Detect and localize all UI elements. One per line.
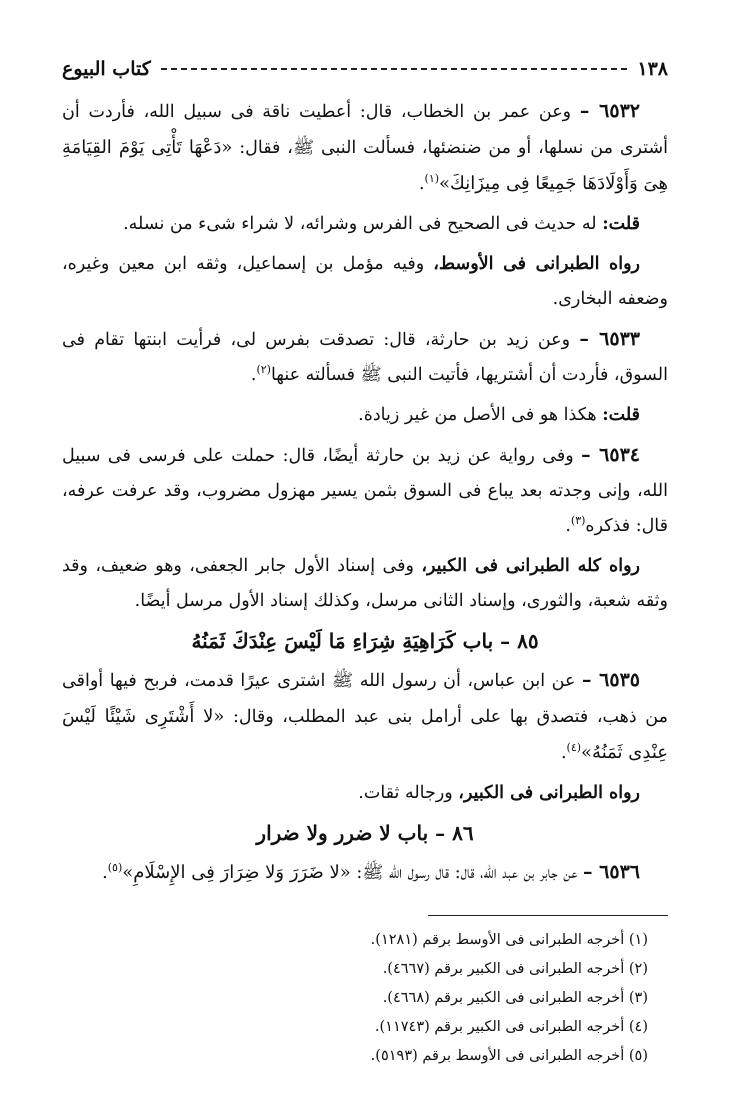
footnote-4: (٤) أخرجه الطبرانى فى الكبير برقم (١١٧٤٣). [374, 1019, 648, 1035]
footnote-ref: (٣) [570, 514, 586, 528]
footnote-ref: (٤) [566, 741, 582, 755]
note-lead: قلت: [602, 214, 640, 234]
hadith-number: ٦٥٣٤ – [581, 444, 640, 466]
takhrij-6535 [62, 776, 668, 811]
takhrij-text: وفيه مؤمل بن إسماعيل، وثقه ابن معين وغيره، وضعفه البخارى. [62, 254, 668, 309]
hadith-quote: «دَعْهَا تَأْتِى يَوْمَ القِيَامَةِ هِىَ وَأَوْلَادَهَا جَمِيعًا فِى مِيزَانِكَ» [62, 137, 668, 194]
footnote-ref: (٢) [256, 363, 271, 377]
footnote-3: (٣) أخرجه الطبرانى فى الكبير برقم (٤٦٦٨). [382, 990, 648, 1006]
takhrij-lead: رواه الطبرانى فى الأوسط، [433, 254, 640, 274]
sentence-end: . [250, 365, 257, 385]
hadith-6535 [62, 663, 668, 771]
hadith-6536 [62, 855, 668, 891]
footnotes [62, 926, 668, 1071]
footnote-5: (٥) أخرجه الطبرانى فى الأوسط برقم (٥١٩٣). [370, 1048, 648, 1064]
footnote-2: (٢) أخرجه الطبرانى فى الكبير برقم (٤٦٦٧). [382, 961, 648, 977]
hadith-6533 [62, 322, 668, 393]
takhrij-6532 [62, 247, 668, 317]
page-number: ١٣٨ [637, 58, 668, 80]
note-lead: قلت: [602, 405, 640, 425]
sentence-end: . [560, 743, 567, 763]
takhrij-text: ورجاله ثقات. [358, 783, 453, 803]
takhrij-text: وفى إسناد الأول جابر الجعفى، وهو ضعيف، وقد وثقه شعبة، والثورى، وإسناد الثانى مرسل، وكذلك إسناد الأول مرسل أيضًا. [62, 556, 668, 611]
hadith-number: ٦٥٣٣ – [579, 328, 640, 350]
hadith-number: ٦٥٣٥ – [582, 669, 640, 691]
hadith-6534 [62, 438, 668, 544]
takhrij-lead: رواه الطبرانى فى الكبير، [458, 783, 640, 803]
hadith-6532 [62, 94, 668, 202]
sentence-end: . [565, 516, 571, 536]
note-text: هكذا هو فى الأصل من غير زيادة. [358, 405, 597, 425]
footnote-separator [428, 915, 668, 916]
note-6532 [62, 207, 668, 242]
hadith-text: وعن عمر بن الخطاب، قال: أعطيت ناقة فى سبيل الله، فأردت أن أشترى من نسلها، أو من ضنضئها، فسألت النبى ﷺ، فقال: [62, 102, 668, 158]
sentence-end: . [102, 863, 108, 883]
hadith-text: عن ابن عباس، أن رسول الله ﷺ اشترى عيرًا قدمت، فربح فيها أواقى من ذهب، فتصدق بها على أرامل بنى عبد المطلب، وقال: [62, 671, 668, 727]
chapter-heading-85: ٨٥ – باب كَرَاهِيَةِ شِرَاءِ مَا لَيْسَ عِنْدَكَ ثَمَنُهُ [191, 629, 539, 653]
takhrij-lead: رواه كله الطبرانى فى الكبير، [421, 556, 640, 576]
footnote-ref: (٥) [107, 861, 123, 875]
hadith-quote: «لا أَشْتَرِى شَيْئًا لَيْسَ عِنْدِى ثَمَنُهُ» [62, 706, 668, 763]
chapter-heading-86: ٨٦ – باب لا ضرر ولا ضرار [256, 821, 474, 845]
sentence-end: . [418, 174, 425, 194]
running-header [62, 52, 668, 86]
book-title: كتاب البيوع [62, 58, 151, 80]
hadith-quote: «لا ضَرَرَ وَلا ضِرَارَ فِى الإِسْلَامِ» [122, 862, 351, 883]
footnote-ref: (١) [424, 172, 440, 186]
hadith-text: وفى رواية عن زيد بن حارثة أيضًا، قال: حملت على فرسى فى سبيل الله، وإنى وجدته بعد يباع فى السوق بثمن يسير مهزول مضروب، وقد عرفت عرفه، قال: فذكره [62, 446, 668, 536]
hadith-text: عن جابر بن عبد الله، قال: قال رسول الله ﷺ: [356, 863, 578, 883]
note-text: له حديث فى الصحيح فى الفرس وشرائه، لا شراء شىء من نسله. [123, 214, 597, 234]
footnote-1: (١) أخرجه الطبرانى فى الأوسط برقم (١٢٨١). [370, 932, 648, 948]
hadith-number: ٦٥٣٢ – [579, 100, 640, 122]
header-dashed-rule [161, 68, 628, 70]
hadith-number: ٦٥٣٦ – [583, 861, 640, 883]
note-6533 [62, 398, 668, 433]
takhrij-6533-6534 [62, 549, 668, 619]
page-body [62, 94, 668, 1071]
hadith-text: وعن زيد بن حارثة، قال: تصدقت بفرس لى، فرأيت ابنتها تقام فى السوق، فأردت أن أشتريها، فأتيت النبى ﷺ فسألته عنها [62, 330, 668, 385]
